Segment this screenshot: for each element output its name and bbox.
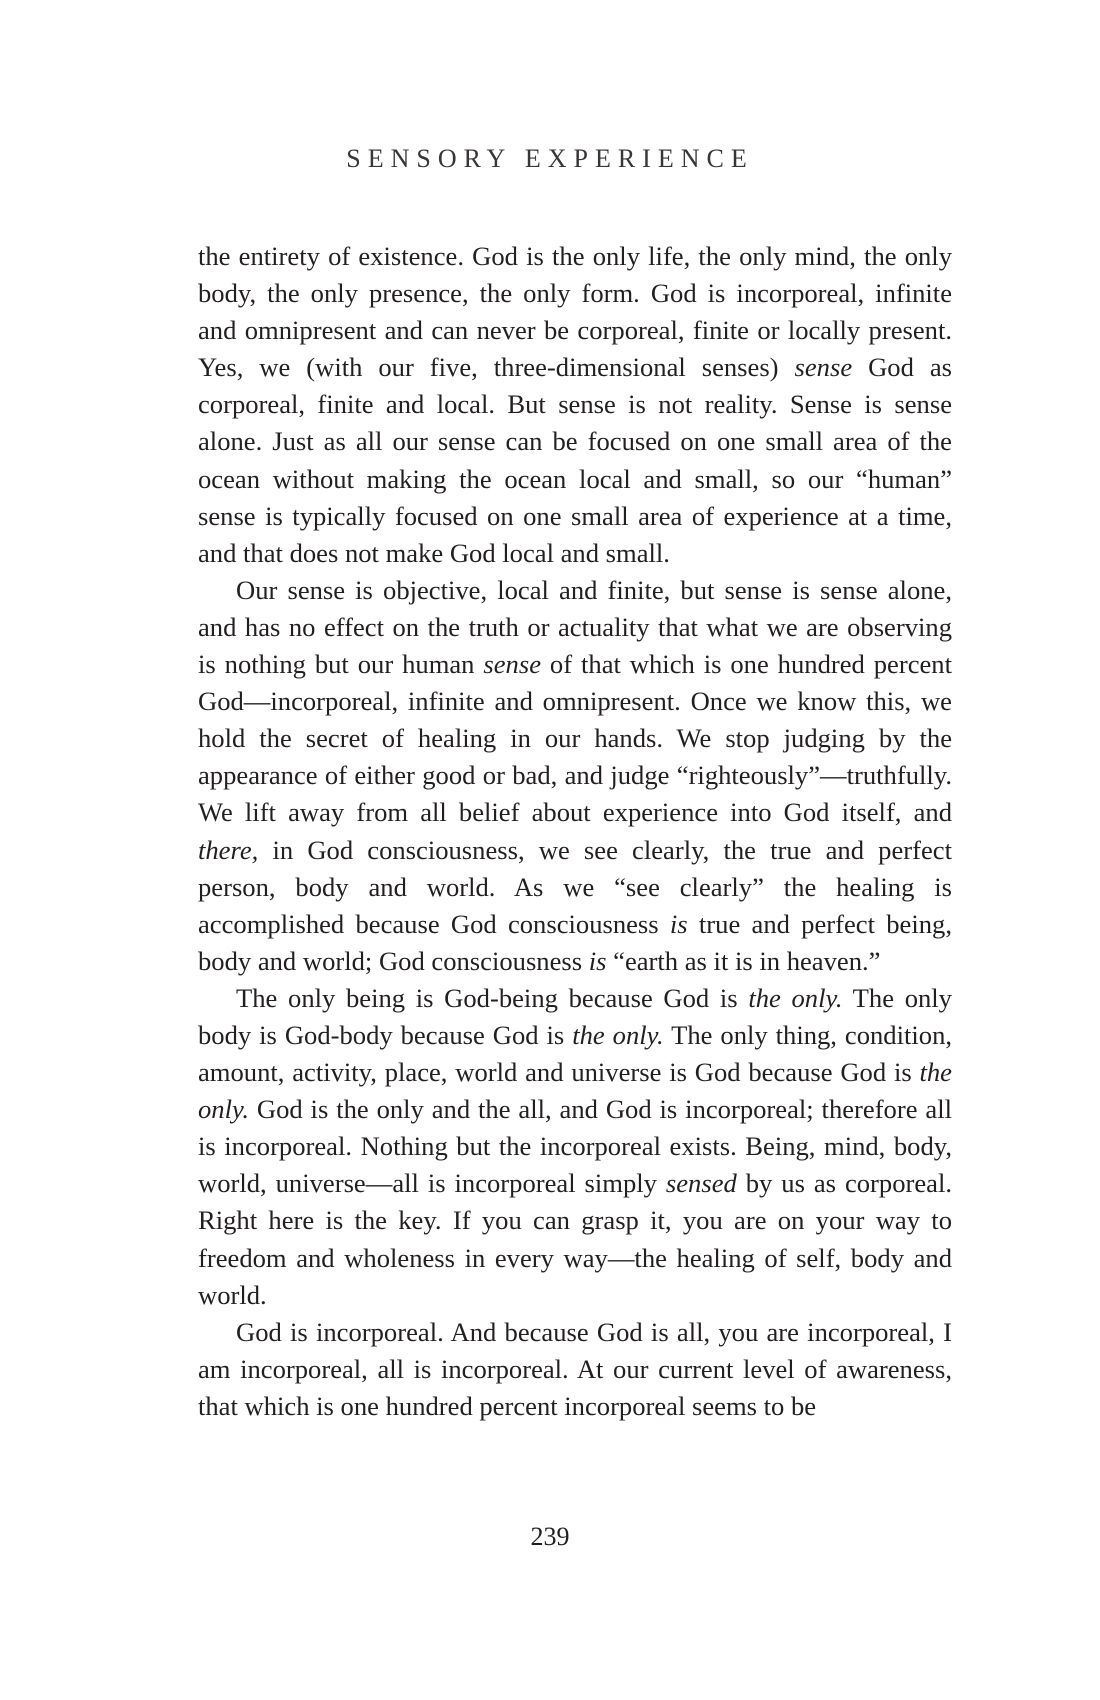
text-run: The only body is God-body because God is [198,982,952,1050]
text-run: God is incorporeal. And because God is all, you are incorporeal, I am incorporeal, all is incorporeal. At our current level of awareness, that which is one hundred percent incorporeal seems to be [198,1316,952,1421]
text-run: “earth as it is in heaven.” [606,945,881,976]
text-run: Our sense is objective, local and finite, but sense is sense alone, and has no effect on the truth or actuality that what we are observing is nothing but our human [198,574,952,680]
paragraph [198,1314,952,1425]
text-run: God as corporeal, finite and local. But sense is not reality. Sense is sense alone. Just as all our sense can be focused on one small area of the ocean without making the ocean local and small, so our “human” sense is typically focused on one small area of experience at a time, and that does not make God local and small. [198,352,953,568]
italic-text: sense [794,352,853,383]
running-head: SENSORY EXPERIENCE [346,144,754,173]
italic-text: is [588,945,607,976]
italic-text: the only. [198,1057,952,1125]
italic-text: sense [483,649,542,680]
italic-text: is [669,908,688,939]
paragraph [198,238,952,572]
paragraph [198,572,952,980]
paragraph [198,980,952,1314]
text-run: in God consciousness, we see clearly, the true and perfect person, body and world. As we “see clearly” the healing is accomplished because God consciousness [198,834,952,939]
text-run: by us as corporeal. Right here is the key. If you can grasp it, you are on your way to freedom and wholeness in every way—the healing of self, body and world. [198,1168,952,1310]
text-run: The only thing, condition, amount, activity, place, world and universe is God because God is [198,1019,953,1088]
text-run: the entirety of existence. God is the only life, the only mind, the only body, the only presence, the only form. God is incorporeal, infinite and omnipresent and can never be corporeal, finite or locally present. Yes, we (with our five, three-dimensional senses) [198,241,952,383]
body-text [198,238,952,1425]
text-run: of that which is one hundred percent God—incorporeal, infinite and omnipresent. Once we know this, we hold the secret of healing in our hands. We stop judging by the appearance of either good or bad, and judge “righteously”—truthfully. We lift away from all belief about experience into God itself, and [198,649,952,828]
text-run: The only being is God-being because God is [236,982,749,1013]
italic-text: there, [198,834,259,865]
italic-text: the only. [748,982,843,1013]
italic-text: the only. [572,1019,664,1050]
page-number: 239 [530,1522,570,1551]
italic-text: sensed [665,1168,737,1199]
text-run: true and perfect being, body and world; God consciousness [198,908,952,976]
text-run: God is the only and the all, and God is incorporeal; therefore all is incorporeal. Nothing but the incorporeal exists. Being, mind, body, world, universe—all is incorporeal simply [198,1094,952,1199]
